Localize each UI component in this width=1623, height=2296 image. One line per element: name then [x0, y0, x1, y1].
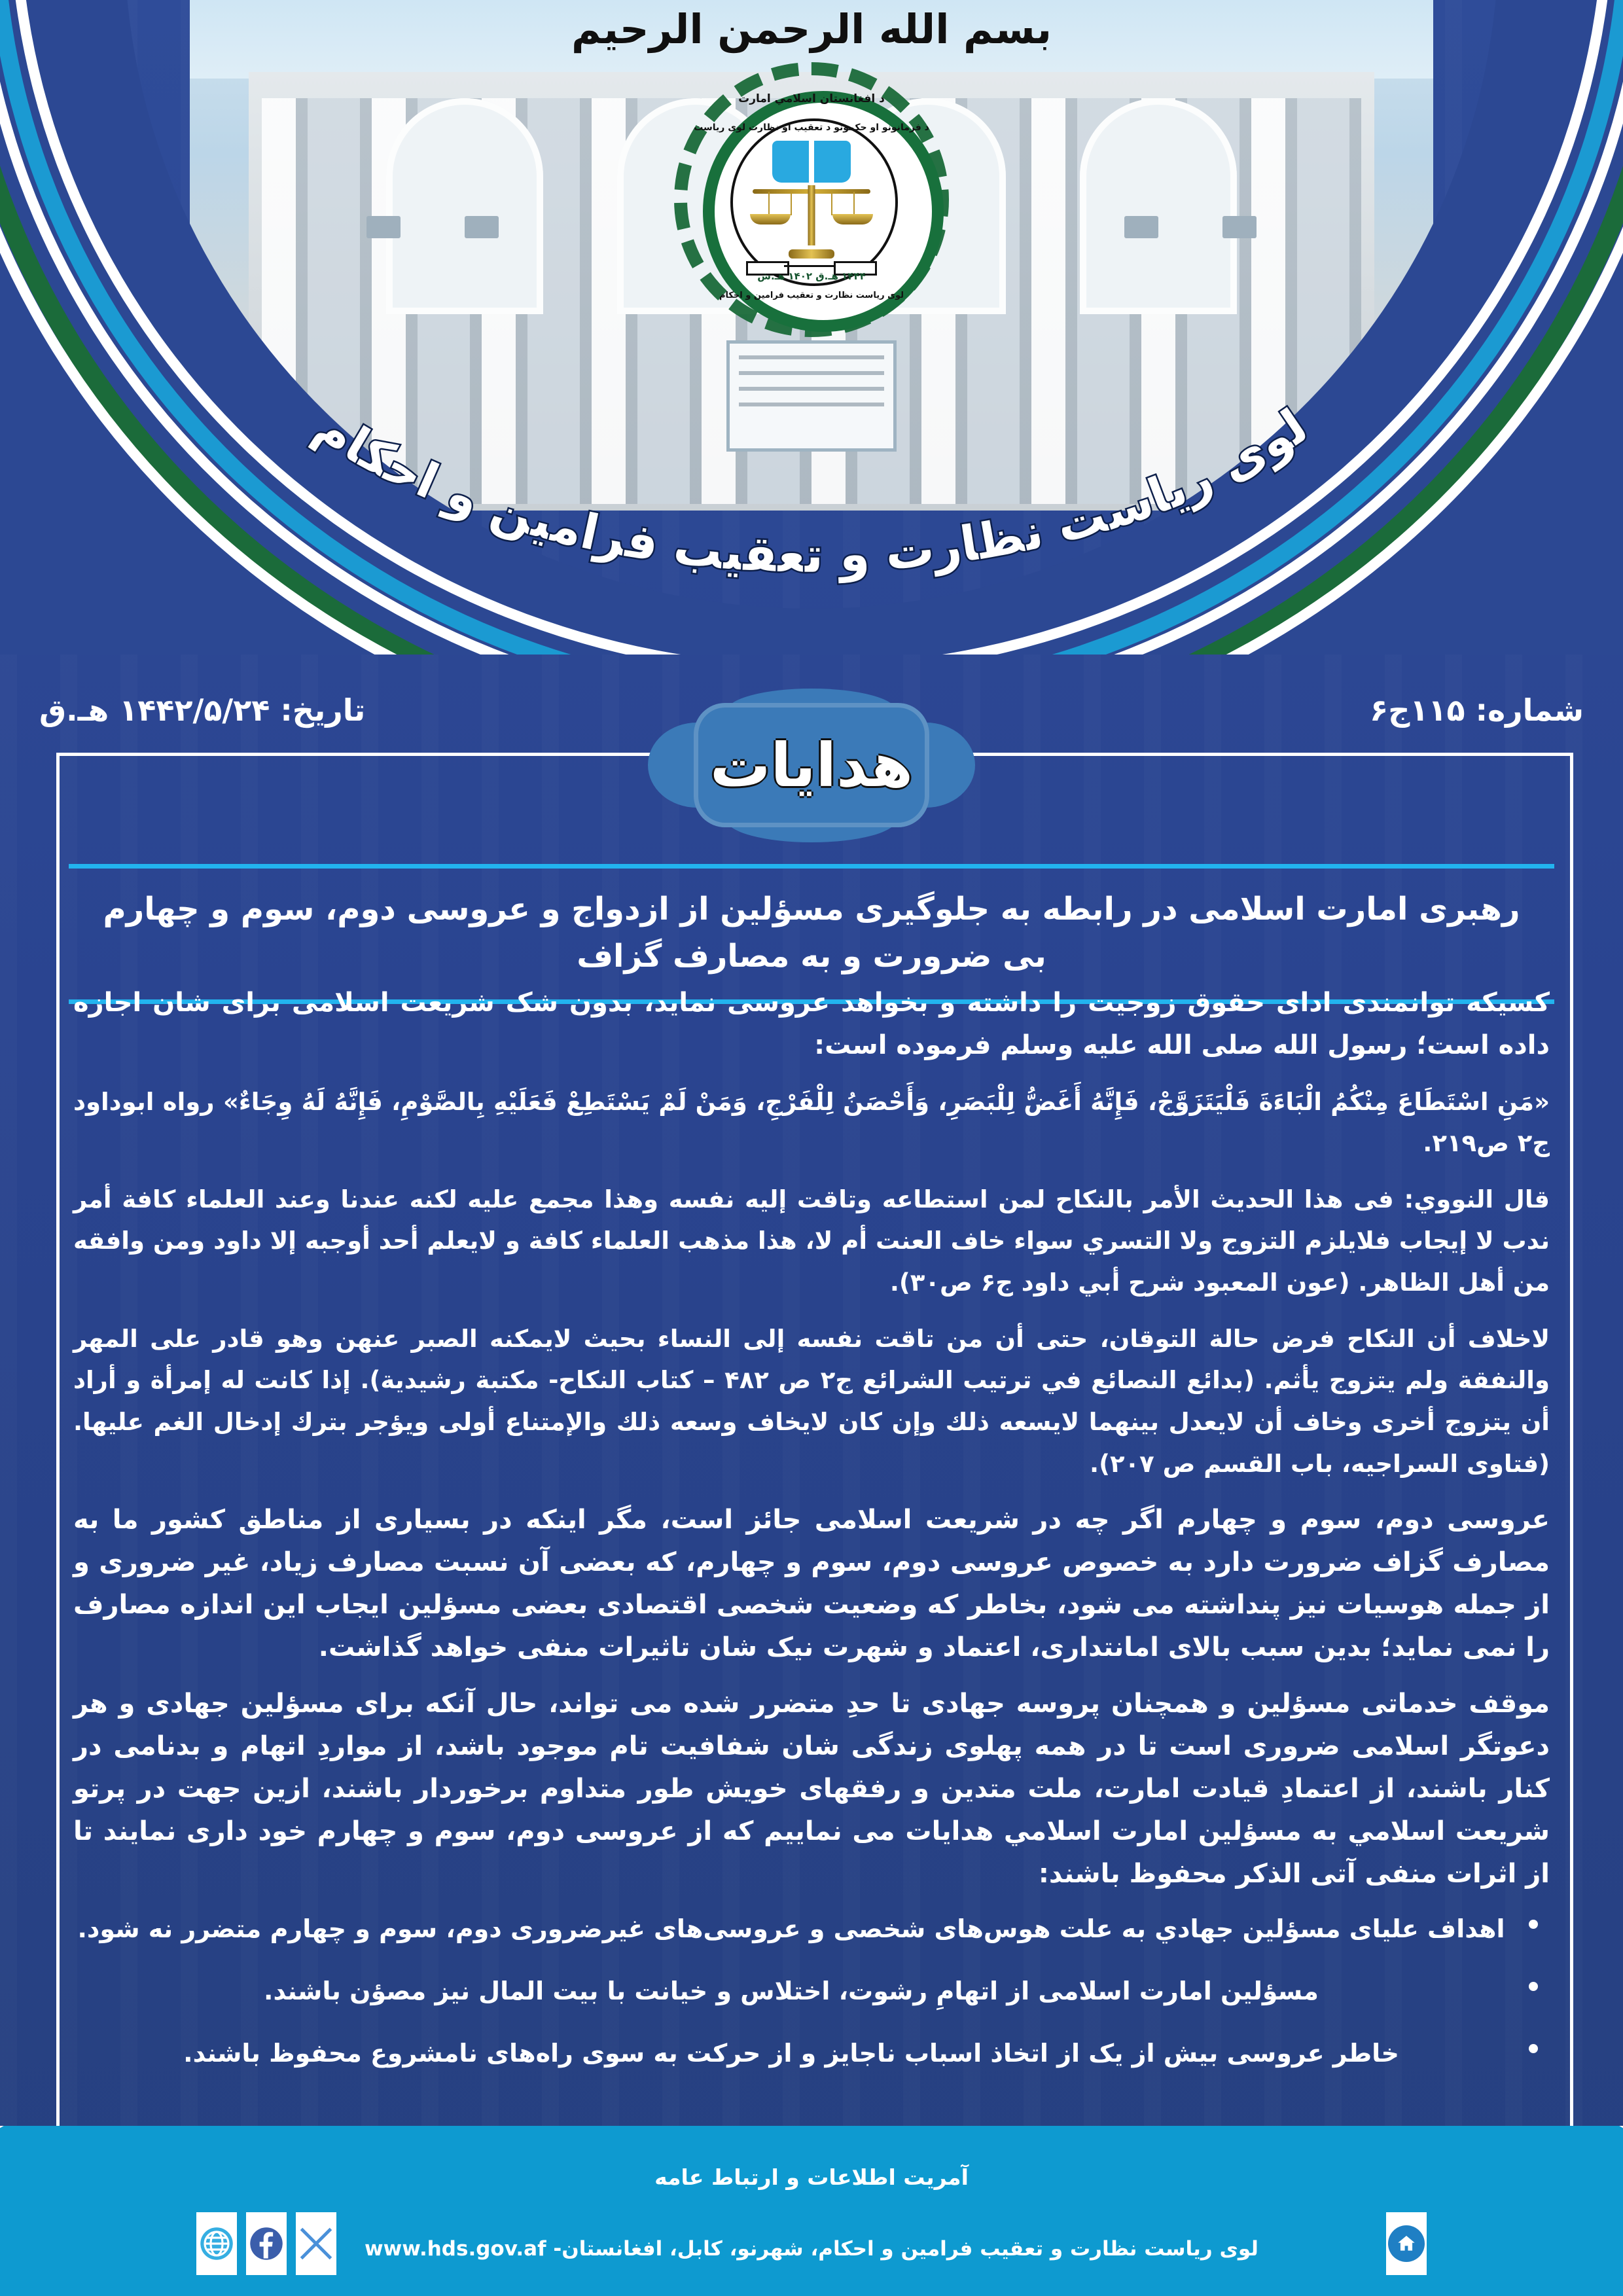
bullet-dot-icon: [1529, 2044, 1538, 2053]
paragraph: لاخلاف أن النکاح فرض حالة التوقان، حتى أن من تاقت نفسه إلى النساء بحیث لایمکنه الصبر عنهن وهو قادر على المهر والنفقة ولم یتزوج یأثم. (بدائع النصائع في ترتیب الشرائع ج۲ ص ۴۸۲ – کتاب النکاح- مکتبة رشیدیة). إذا کانت له إمرأة و أراد أن یتزوج أخرى وخاف أن لایعدل بینهما لایسعه ذلك وإن کان لایخاف وسعه ذلك والإمتناع أولى ویؤجر بترك إدخال الغم علیها. (فتاوى السراجیه، باب القسم ص ۲۰۷).: [73, 1324, 1550, 1478]
emblem-bottom-text: لوی ریاست نظارت و تعقیب فرامین و احکام: [719, 291, 904, 300]
list-item-label: مسؤلین امارت اسلامی از اتهامِ رشوت، اختلاس و خیانت با بیت المال نیز مصؤن باشند.: [264, 1977, 1319, 2006]
bullet-dot-icon: [1529, 1920, 1538, 1929]
paragraph: موقف خدماتی مسؤلین و همچنان پروسه جهادی تا حدِ متضرر شده می تواند، حال آنکه برای مسؤلین جهادی و هر دعوتگر اسلامی ضروری است تا در همه پهلوی زندگی شان شفافیت تام موجود باشد، از مواردِ اتهام و بدنامی در کنار باشند، از اعتمادِ قیادت امارت، ملت متدین و رفقهای خویش طور متداوم برخوردار باشند، ازین جهت در پرتو شریعت اسلامي به مسؤلین امارت اسلامي هدایات می نماییم که از عروسی دوم، سوم و چهارم خود داری نمایند تا از اثرات منفی آتی الذکر محفوظ باشند:: [73, 1689, 1550, 1889]
paragraph: قال النووي: فی هذا الحدیث الأمر بالنکاح لمن استطاعه وتاقت إلیه نفسه وهذا مجمع علیه لکنه عندنا وعند العلماء کافة أمر ندب لا إیجاب فلایلزم التزوج ولا التسري سواء خاف العنت أم لا، هذا مذهب العلماء کافة و لایعلم أحد أوجبه إلا داود ومن وافقه من أهل الظاهر. (عون المعبود شرح أبي داود ج۶ ص۳۰).: [73, 1185, 1550, 1297]
bismillah-text: بسم الله الرحمن الرحیم: [571, 5, 1052, 53]
list-item-label: خاطر عروسی بیش از یک از اتخاذ اسباب ناجایز و از حرکت به سوی راه‌های نامشروع محفوظ باشند.: [183, 2038, 1399, 2068]
paragraph: عروسی دوم، سوم و چهارم اگر چه در شریعت اسلامی جائز است، مگر اینکه در بسیاری از مناطق کشور ما به مصارف گزاف ضرورت دارد به خصوص عروسی دوم، سوم و چهارم، که بعضی آن نسبت مصارف زیاد، غیر ضروری و از جمله هوسیات نیز پنداشته می شود، بخاطر که وضعیت شخصی اقتصادی بعضی مسؤلین ایجاب این اندازه مصارف را نمی نماید؛ بدین سبب بالای امانتداری، اعتماد و شهرت نیک شان تاثیرات منفی خواهد گذاشت.: [73, 1505, 1550, 1662]
hadith-quote: «مَنِ اسْتَطَاعَ مِنْكُمُ الْبَاءَةَ فَلْيَتَزَوَّجْ، فَإِنَّهُ أَغَضُّ لِلْبَصَرِ، وَأَحْصَنُ لِلْفَرْجِ، وَمَنْ لَمْ يَسْتَطِعْ فَعَلَيْهِ بِالصَّوْمِ، فَإِنَّهُ لَهُ وِجَاءٌ» رواه ابوداود ج۲ ص۲۱۹.: [73, 1087, 1550, 1158]
directives-list: [73, 1909, 1550, 2073]
emblem-years: ۱۴۴۴ هـ.ق ۱۴۰۲ هـ.ش: [757, 270, 866, 282]
emblem-top-text: د افغانستان اسلامي امارت: [738, 92, 885, 105]
header-banner: [0, 0, 1623, 655]
footer-address: لوی ریاست نظارت و تعقیب فرامین و احکام، شهرنو، کابل، افغانستان- www.hds.gov.af: [365, 2237, 1258, 2261]
facebook-icon[interactable]: [246, 2212, 287, 2275]
page-title: رهبری امارت اسلامی در رابطه به جلوگیری مسؤلین از ازدواج و عروسی دوم، سوم و چهارم بی ضرورت و به مصارف گزاف: [103, 891, 1520, 975]
hedayat-badge: [648, 689, 975, 842]
list-item-label: اهداف علیای مسؤلین جهادي به علت هوس‌های شخصی و عروسی‌های غیرضروری دوم، سوم و چهارم متضرر نه شود.: [77, 1914, 1505, 1944]
list-item: [73, 2034, 1550, 2073]
open-book-icon: [772, 141, 851, 183]
home-icon[interactable]: [1386, 2212, 1427, 2275]
social-links: [196, 2212, 336, 2275]
globe-icon[interactable]: [196, 2212, 237, 2275]
bullet-dot-icon: [1529, 1982, 1538, 1991]
document-number: شماره: ۱۱۵ج۶: [1370, 692, 1584, 728]
document-body: [73, 982, 1550, 2096]
scales-of-justice-icon: [753, 180, 870, 259]
paragraph: کسیکه توانمندی ادای حقوق زوجیت را داشته و بخواهد عروسی نماید، بدون شک شریعت اسلامی برای شان اجازه داده است؛ رسول الله صلی الله علیه وسلم فرموده است:: [73, 988, 1550, 1060]
emblem-mid-text: د فرمانونو او حکمونو د تعقیب او نظارت لوی ریاست: [694, 122, 929, 133]
footer: [0, 2126, 1623, 2296]
x-icon[interactable]: [296, 2212, 336, 2275]
curved-org-title: لوی ریاست نظارت و تعقیب فرامین و احکام: [305, 398, 1318, 584]
footer-department: آمریت اطلاعات و ارتباط عامه: [654, 2164, 969, 2190]
list-item: [73, 1971, 1550, 2011]
list-item: [73, 1909, 1550, 1949]
badge-label: هدایات: [710, 730, 914, 800]
document-date: تاریخ: ۱۴۴۲/۵/۲۴ هـ.ق: [39, 692, 366, 728]
government-emblem: [674, 62, 949, 337]
